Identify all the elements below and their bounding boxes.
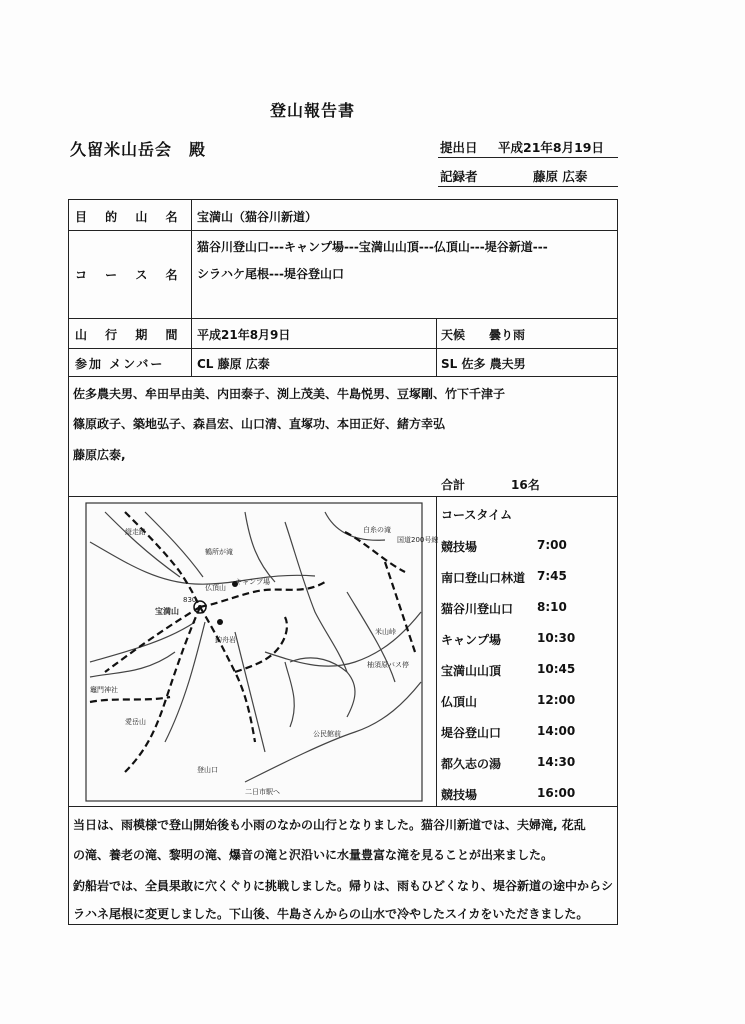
map-label-shokai: 縦走路 xyxy=(125,528,146,536)
course-time-place: 宝満山山頂 xyxy=(441,664,502,678)
recorder-label: 記録者 xyxy=(440,169,478,184)
sl-value: SL 佐多 農夫男 xyxy=(441,357,526,371)
course-time-time: 7:00 xyxy=(537,538,567,552)
course-time-place: キャンプ場 xyxy=(441,633,502,647)
cl-value: CL 藤原 広泰 xyxy=(197,357,270,371)
report-line-1: 当日は、雨模様で登山開始後も小雨のなかの山行となりました。猫谷川新道では、夫婦滝, 花乱 xyxy=(73,818,586,832)
map-label-futsukaichi: 二日市駅へ xyxy=(245,788,280,796)
course-time-time: 14:00 xyxy=(537,724,576,738)
total-label: 合計 xyxy=(441,478,466,492)
map-label-aidake: 愛岳山 xyxy=(125,718,146,726)
report-line-4: ラハネ尾根に変更しました。下山後、牛島さんからの山水で冷やしたスイカをいただきました。 xyxy=(73,907,589,921)
course-time-time: 14:30 xyxy=(537,755,576,769)
course-time-place: 都久志の湯 xyxy=(441,757,502,771)
period-label: 山 行 期 間 xyxy=(75,328,185,342)
course-time-place: 仏頂山 xyxy=(441,695,478,709)
course-time-heading: コースタイム xyxy=(441,508,513,522)
map-label-butchosan: 仏頂山 xyxy=(205,584,226,592)
page-title: 登山報告書 xyxy=(270,101,356,120)
course-time-time: 16:00 xyxy=(537,786,576,800)
map-label-kokudo: 国道200号線 xyxy=(397,536,439,544)
course-time-place: 堤谷登山口 xyxy=(441,726,502,740)
map-label-shirakawa: 白糸の滝 xyxy=(363,526,391,534)
course-time-place: 競技場 xyxy=(441,540,478,554)
course-time-time: 7:45 xyxy=(537,569,567,583)
map-label-basu: 柚須原バス停 xyxy=(367,661,409,669)
recorder-value: 藤原 広泰 xyxy=(533,169,588,184)
map-label-tsurifune: 釣舟岩 xyxy=(215,636,236,644)
members-label: 参加 メンバー xyxy=(75,357,165,371)
map-label-yoneyama: 米山峠 xyxy=(375,628,396,636)
total-value: 16名 xyxy=(511,478,540,492)
submission-date-row xyxy=(438,137,618,158)
addressee: 久留米山岳会 殿 xyxy=(70,140,207,159)
weather-value: 天候 曇り雨 xyxy=(441,328,526,342)
members-line-1: 佐多農夫男、牟田早由美、内田泰子、渕上茂美、牛島悦男、豆塚剛、竹下千津子 xyxy=(73,387,506,401)
map-label-kamadojinja: 竈門神社 xyxy=(90,686,118,694)
map-label-homan: 宝満山 xyxy=(155,607,179,616)
course-time-place: 猫谷川登山口 xyxy=(441,602,514,616)
period-value: 平成21年8月9日 xyxy=(197,328,291,342)
map-label-tozanguchi: 登山口 xyxy=(197,766,218,774)
submission-value: 平成21年8月19日 xyxy=(498,140,604,155)
map-label-homan-elevation: 830 xyxy=(183,596,197,604)
course-label: コ ー ス 名 xyxy=(75,268,185,282)
map-label-ryogaku: 鶴所が滝 xyxy=(205,548,233,556)
course-time-time: 10:45 xyxy=(537,662,576,676)
course-line-1: 猫谷川登山口---キャンプ場---宝満山山頂---仏頂山---堤谷新道--- xyxy=(197,240,548,254)
submission-label: 提出日 xyxy=(440,140,478,155)
members-line-3: 藤原広泰, xyxy=(73,448,126,462)
course-time-time: 8:10 xyxy=(537,600,567,614)
members-line-2: 篠原政子、築地弘子、森昌宏、山口清、直塚功、本田正好、緒方幸弘 xyxy=(73,417,446,431)
map-label-kokumin: 公民館前 xyxy=(313,730,341,738)
course-time-time: 12:00 xyxy=(537,693,576,707)
course-time-place: 南口登山口林道 xyxy=(441,571,526,585)
report-form xyxy=(68,199,618,925)
recorder-row xyxy=(438,166,618,187)
course-time-place: 競技場 xyxy=(441,788,478,802)
route-map xyxy=(85,502,439,802)
report-line-3: 釣船岩では、全員果敢に穴くぐりに挑戦しました。帰りは、雨もひどくなり、堤谷新道の途中からシ xyxy=(73,879,614,893)
course-time-time: 10:30 xyxy=(537,631,576,645)
target-value: 宝満山（猫谷川新道） xyxy=(197,210,318,224)
course-line-2: シラハケ尾根---堤谷登山口 xyxy=(197,267,344,281)
map-label-campsite: キャンプ場 xyxy=(235,578,270,586)
report-line-2: の滝、養老の滝、黎明の滝、爆音の滝と沢沿いに水量豊富な滝を見ることが出来ました。 xyxy=(73,848,554,862)
target-label: 目 的 山 名 xyxy=(75,210,185,224)
